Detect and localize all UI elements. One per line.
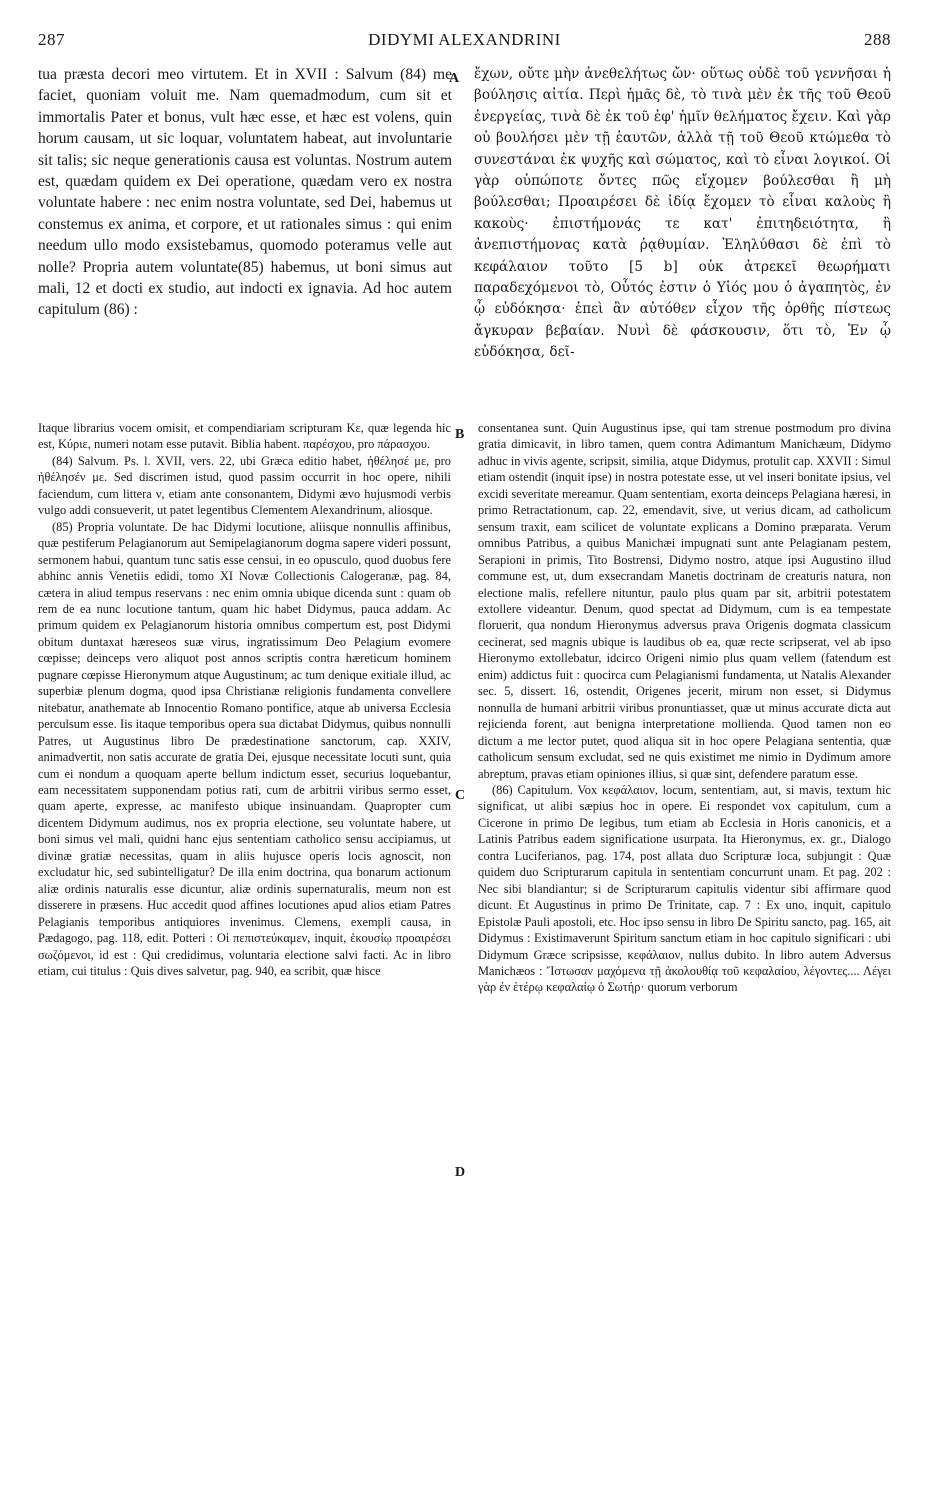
latin-column — [38, 64, 452, 321]
margin-letter-c: C — [455, 788, 466, 803]
running-header — [38, 30, 891, 58]
page-number-right: 288 — [864, 30, 891, 49]
main-text — [38, 64, 891, 364]
greek-paragraph: ἔχων, οὔτε μὴν ἀνεθελήτως ὤν· οὕτως οὐδὲ τοῦ γεννῆσαι ἡ βούλησις αἰτία. Περὶ ἡμᾶς δὲ, τὸ τινὰ μὲν ἐκ τῆς τοῦ Θεοῦ ἐνεργείας, τινὰ δὲ ἐκ τοῦ ἐφ' ἡμῖν θελήματος ἔχειν. Καὶ γὰρ οὐ βουλήσει μὲν τῇ ἑαυτῶν, ἀλλὰ τῇ τοῦ Θεοῦ κτώμεθα τὸ συνεστάναι ἐκ ψυχῆς καὶ σώματος, καὶ τὸ εἶναι λογικοί. Οἱ γὰρ οὐπώποτε ὄντες πῶς εἴχομεν βούλεσθαι ἢ μὴ βούλεσθαι; Προαιρέσει δὲ ἰδίᾳ ἔχομεν τὸ εἶναι καλοὺς ἢ κακοὺς· ἐπιστήμονάς τε κατ' ἐπιτηδειότητα, ἢ ἀνεπιστήμονας κατὰ ῥᾳθυμίαν. Ἐληλύθασι δὲ ἐπὶ τὸ κεφάλαιον τοῦτο [5 b] οὐκ ἀτρεκεῖ θεωρήματι παραδεχόμενοι τὸ, Οὗτός ἐστιν ὁ Υἱός μου ὁ ἀγαπητὸς, ἐν ᾧ εὐδόκησα· ἐπεὶ ἂν αὐτόθεν εἶχον τῆς ὀρθῆς πίστεως ἄγκυραν βεβαίαν. Νυνὶ δὲ φάσκουσιν, ὅτι τὸ, Ἐν ᾧ εὐδόκησα, δεῖ- — [474, 66, 891, 361]
note-84: (84) Salvum. Ps. l. XVII, vers. 22, ubi Græca editio habet, ἠθέλησέ με, pro ἠθέλησέν με. Sed discrimen istud, quod passim occurrit in hoc opere, nihili faciendum, cum littera ν, etiam ante consonantem, Didymi ævo hujusmodi verbis vulgo addi consueverit, ut patet legentibus Clementem Alexandrinum, aliosque. — [38, 453, 451, 518]
running-title: DIDYMI ALEXANDRINI — [368, 30, 561, 49]
latin-paragraph: tua præsta decori meo virtutem. Et in XVII : Salvum (84) me faciet, quoniam voluit me. Nam quemadmodum, cum sit et immortalis Pater et bonus, vult hæc esse, et hæc est volens, quin horum causam, ut sic loquar, voluntatem habeat, aut involuntarie sit talis; sic neque generationis causa est voluntas. Nostrum autem est, quædam quidem ex Dei operatione, quædam vero ex nostra voluntate habere : nec enim nostra voluntate, sed Dei, habemus ut constemus ex anima, et corpore, et ut rationales simus : qui enim needum ullo modo exsistebamus, quomodo poteramus velle aut nolle? Propria autem voluntate(85) habemus, ut boni simus aut mali, 12 et docti ex studio, aut indocti ex ignavia. Ad hoc autem capitulum (86) : — [38, 66, 452, 319]
page-number-left: 287 — [38, 30, 65, 49]
notes-left-column — [38, 420, 451, 979]
notes-right-column — [478, 420, 891, 996]
greek-column — [474, 64, 891, 364]
margin-letter-b: B — [455, 427, 465, 442]
margin-letter-a: A — [449, 71, 460, 86]
note-86: (86) Capitulum. Vox κεφάλαιον, locum, sententiam, aut, si mavis, textum hic significat, ut alibi sæpius hoc in opere. Ei respondet vox capitulum, cum a Cicerone in primo De legibus, tum etiam ab Ecclesia in Horis canonicis, et a Latinis Patribus eadem significatione usurpata. Ita Hieronymus, ex. gr., Dialogo contra Luciferianos, pag. 174, post allata duo Scripturæ loca, subjungit : Quæ quidem duo Scripturarum capitula in sententiam concurrunt unam. Et pag. 202 : Nec sibi blandiantur; si de Scripturarum capitulis videntur sibi affirmare quod dicunt. Et Augustinus in primo De Trinitate, cap. 7 : Ex uno, inquit, capitulo Epistolæ Pauli apostoli, etc. Hoc ipso sensu in libro De Spiritu sancto, pag. 165, ait Didymus : Existimaverunt Spiritum sanctum etiam in hoc capitulo significari : ubi Didymum Græce scripsisse, κεφάλαιον, nullus dubito. In libro autem Adversus Manichæos : Ἴστωσαν μαχόμενα τῇ ἀκολουθίᾳ τοῦ κεφαλαίου, λέγοντες.... Λέγει γὰρ ἐν ἑτέρῳ κεφαλαίῳ ὁ Σωτήρ· quorum verborum — [478, 782, 891, 995]
note-paragraph: Itaque librarius vocem omisit, et compendiariam scripturam Κε, quæ legenda hic est, Κύριε, numeri notam esse putavit. Biblia habent. παρέσχου, pro πάρασχου. — [38, 421, 451, 452]
note-85: (85) Propria voluntate. De hac Didymi locutione, aliisque nonnullis affinibus, quæ pestiferum Pelagianorum aut Semipelagianorum dogma sapere videri possunt, sermonem habui, quantum tunc satis esse censui, in eo opusculo, quod duobus fere abhinc annis Venetiis edidi, tomo XI Novæ Collectionis Calogeranæ, pag. 84, cætera in aliud tempus reservans : nec enim omnia ubique dicenda sunt : quam ob rem de ea nunc locutione tantum, quam hic habet Didymus, pauca addam. Ac primum quidem ex Pelagianorum historia omnibus compertum est, post Didymi obitum duntaxat hæreseos suæ virus, ingratissimum Deo Pelagium evomere cœpisse; deinceps vero aliquot post annos scriptis contra hæreticum hominem pugnare cœpisse Hieronymum atque Augustinum; ac tum denique exitiale illud, ac superbiæ plenum dogma, quod ipsa Christianæ religionis fundamenta convellere nitebatur, anathemate ab Innocentio Romano pontifice, atque ab universa Ecclesia perculsum esse. Iis itaque temporibus opera sua dictabat Didymus, quibus nonnulli Patres, ut Augustinus libro De prædestinatione sanctorum, cap. XXIV, animadvertit, non satis accurate de gratia Dei, ejusque necessitate locuti sunt, quia cum ei nondum a quoquam aperte bellum indictum esset, securius loquebantur, eam necessitatem supponendam potius rati, cum de arbitrii viribus sermo esset, quam aperte, expresse, ac manifesto ubique insinuandam. Quapropter cum dicentem Didymum audimus, nos ex propria electione, seu voluntate habere, ut boni simus vel mali, quidni hanc ejus sententiam catholico sensu accipiamus, ut divinæ gratiæ necessitas, quam in aliis hujusce operis locis agnoscit, non excludatur hic, sed subintelligatur? De illa enim doctrina, qua bonarum actionum aliæ ordinis naturalis esse dicuntur, aliæ ordinis supernaturalis, meum non est disserere in præsens. Huc accedit quod affines locutiones apud alios etiam Patres Pelagianis temporibus antiquiores invenimus. Clemens, exempli causa, in Pædagogo, pag. 118, edit. Potteri : Οἱ πεπιστεύκαμεν, inquit, ἑκουσίῳ προαιρέσει σωζόμενοι, id est : Qui credidimus, voluntaria electione salvi facti. Ac in libro etiam, cui titulus : Quis dives salvetur, pag. 940, ea scribit, quæ hisce — [38, 519, 451, 978]
note-85-continued: consentanea sunt. Quin Augustinus ipse, qui tam strenue postmodum pro divina gratia dimicavit, in libro tamen, quem contra Adimantum Manichæum, Didymo adhuc in vivis agente, scripsit, similia, atque Didymus, protulit cap. XXVII : Simul etiam ostendit (inquit ipse) in nostra potestate esse, ut vel inseri bonitate ipsius, vel excidi severitate mereamur. Quam sententiam, exorta deinceps Pelagiana hæresi, in primo Retractationum, cap. 22, emendavit, sive, ut verius dicam, ad catholicum sensum traxit, eam scilicet de voluntate explicans a Domino præparata. Verum omnibus Patribus, a quibus Manichæi impugnati sunt ante Pelagianam pestem, Serapioni in primis, Tito Bostrensi, Didymo nostro, atque ipsi Augustino illud commune est, ut, dum exsecrandam Manetis doctrinam de creaturis natura, non electione malis, refellere nituntur, paulo plus quam par sit, arbitrii potestatem extollere videantur. Denum, quod spectat ad Didymum, cum is ea tempestate floruerit, qua nondum Hieronymus adversus prava Origenis dogmata classicum cecinerat, sed magnis ubique is laudibus ob ea, quæ recte scripserat, vel ab ipso Hieronymo extollebatur, idcirco Origeni nimio plus quam vellem (fatendum est enim) addictus fuit : quocirca cum Pelagianismi fundamenta, ut Natalis Alexander sec. 5, dissert. 16, ostendit, Origenes jecerit, mirum non esset, si Didymus nonnulla de humani arbitrii viribus pronuntiasset, quæ ut minus accurate dicta aut rejicienda forent, aut benigna interpretatione mollienda. Quod tamen non eo dictum a me lector putet, quod aliqua sit in hoc opere Pelagiana sententia, quæ catholicum sensum excludat, sed ne quis existimet me nimio in Dydimum amore abreptum, pravas etiam opiniones illius, si quæ sint, defendere paratum esse. — [478, 421, 891, 781]
margin-letter-d: D — [455, 1165, 466, 1180]
footnotes — [38, 420, 891, 1490]
